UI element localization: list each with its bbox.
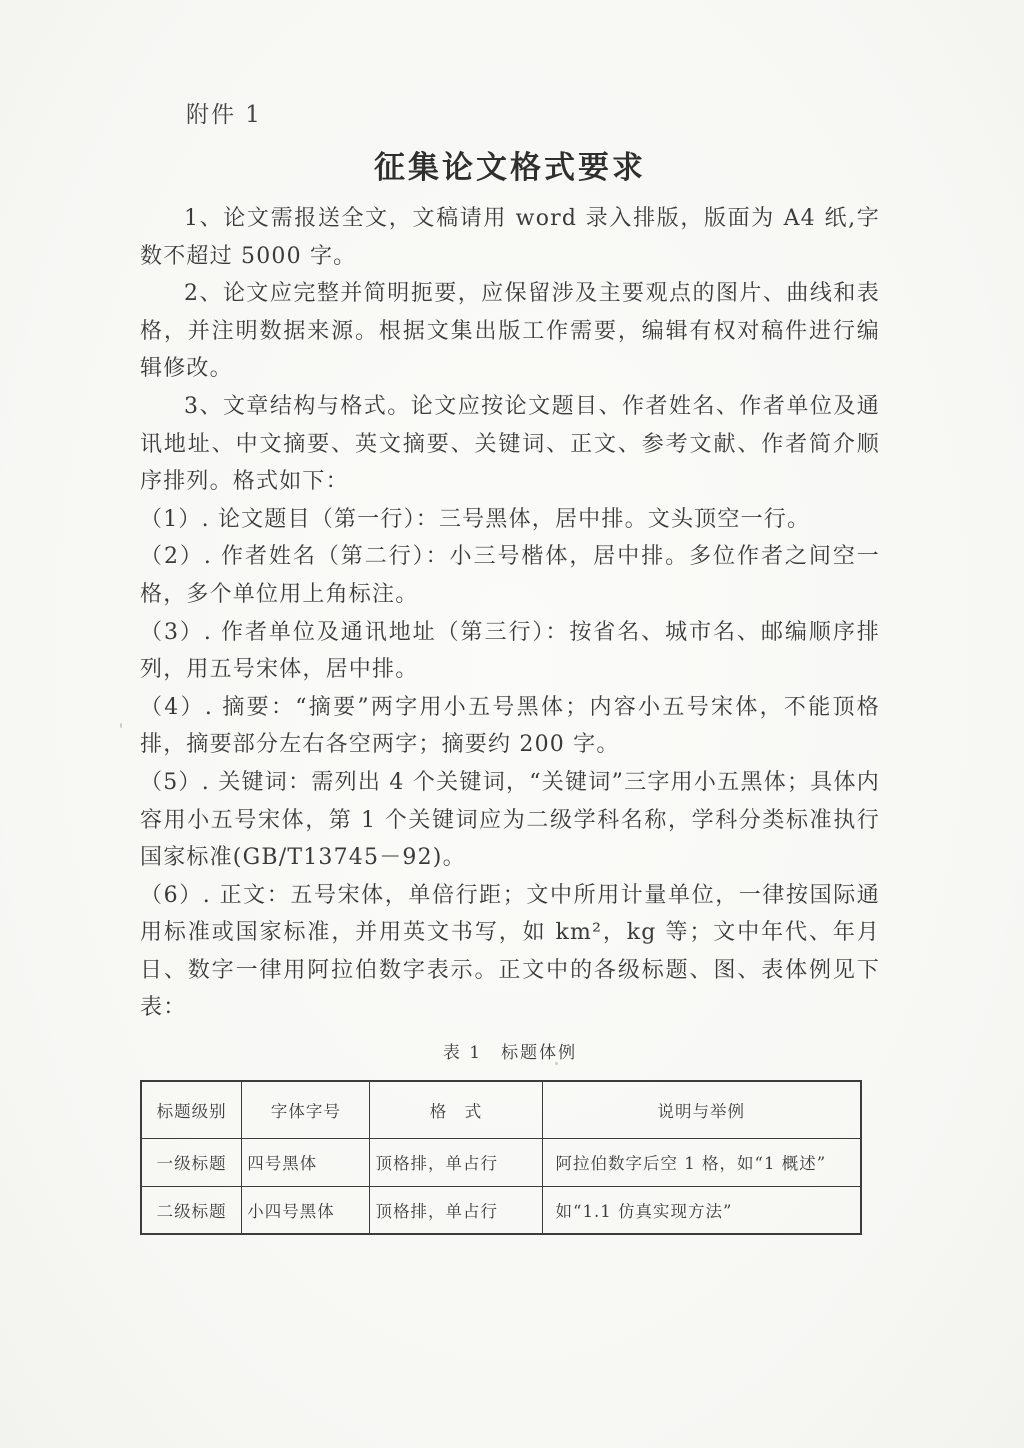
table-header-row xyxy=(141,1081,861,1138)
table-header-font-size: 字体字号 xyxy=(242,1081,370,1138)
document-body xyxy=(140,200,880,1027)
cell-font: 小四号黑体 xyxy=(242,1186,370,1234)
item-author-name: （2）. 作者姓名（第二行）：小三号楷体，居中排。多位作者之间空一格，多个单位用上角标注。 xyxy=(140,544,880,607)
cell-level: 二级标题 xyxy=(141,1186,242,1234)
item-author-affiliation: （3）. 作者单位及通讯地址（第三行）：按省名、城市名、邮编顺序排列，用五号宋体，居中排。 xyxy=(140,619,880,683)
table-header-heading-level: 标题级别 xyxy=(141,1081,242,1138)
paragraph-structure: 3、文章结构与格式。论文应按论文题目、作者姓名、作者单位及通讯地址、中文摘要、英文摘要、关键词、正文、参考文献、作者简介顺序排列。格式如下： xyxy=(140,393,880,495)
table-caption: 表 1 标题体例 xyxy=(442,1043,578,1064)
scan-speckle xyxy=(120,723,122,728)
item-paper-title: （1）. 论文题目（第一行）：三号黑体，居中排。文头顶空一行。 xyxy=(140,506,811,532)
attachment-label: 附件 1 xyxy=(186,102,262,128)
table-row-level1-heading xyxy=(141,1138,861,1186)
item-abstract: （4）. 摘要：“摘要”两字用小五号黑体；内容小五号宋体，不能顶格排，摘要部分左右各空两字；摘要约 200 字。 xyxy=(140,694,880,758)
table-header-format: 格 式 xyxy=(370,1081,542,1138)
cell-notes: 如“1.1 仿真实现方法” xyxy=(542,1186,861,1234)
cell-notes: 阿拉伯数字后空 1 格，如“1 概述” xyxy=(542,1138,861,1186)
cell-format: 顶格排，单占行 xyxy=(370,1186,542,1234)
item-keywords: （5）. 关键词：需列出 4 个关键词，“关键词”三字用小五黑体；具体内容用小五号宋体，第 1 个关键词应为二级学科名称，学科分类标准执行国家标准(GB/T13745－92)。 xyxy=(140,769,880,871)
table-row-level2-heading xyxy=(141,1186,861,1234)
cell-format: 顶格排，单占行 xyxy=(370,1138,542,1186)
document-content xyxy=(140,0,880,1235)
cell-level: 一级标题 xyxy=(141,1138,242,1186)
paragraph-completeness: 2、论文应完整并简明扼要，应保留涉及主要观点的图片、曲线和表格，并注明数据来源。根据文集出版工作需要，编辑有权对稿件进行编辑修改。 xyxy=(140,281,880,382)
heading-style-table xyxy=(140,1080,862,1235)
scan-speckle xyxy=(555,1062,558,1065)
paragraph-submission: 1、论文需报送全文，文稿请用 word 录入排版，版面为 A4 纸,字数不超过 5000 字。 xyxy=(140,206,880,269)
cell-font: 四号黑体 xyxy=(242,1138,370,1186)
table-header-notes: 说明与举例 xyxy=(542,1081,861,1138)
document-title: 征集论文格式要求 xyxy=(374,150,646,186)
item-main-text: （6）. 正文：五号宋体，单倍行距；文中所用计量单位，一律按国际通用标准或国家标准，并用英文书写，如 km²，kg 等；文中年代、年月日、数字一律用阿拉伯数字表示。正文中的各级标题、图、表体例见下表： xyxy=(140,882,880,1021)
